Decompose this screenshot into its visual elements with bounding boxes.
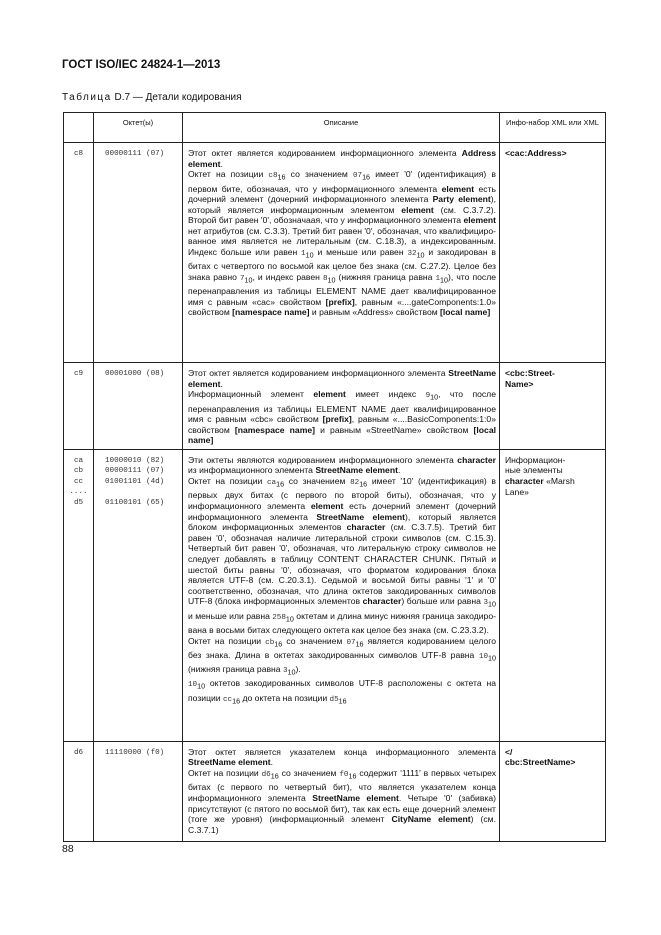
octet-value: 01100101 (65) [105, 498, 165, 507]
col-header-infoset: Инфо-набор XML или XML [500, 113, 606, 143]
table-header-row [64, 113, 606, 143]
infoset-line: character «Marsh [505, 476, 575, 487]
description-paragraph: Этот октет является кодированием информационного элемента StreetName element. [188, 368, 496, 389]
hex-position: d5 [73, 498, 84, 507]
infoset-line: </ [505, 746, 513, 757]
col-header-octets: Октет(ы) [94, 113, 183, 143]
hex-position: c9 [73, 370, 84, 378]
description-cell [183, 449, 500, 741]
table-caption [62, 92, 242, 103]
document-header: ГОСТ ISO/IEC 24824-1—2013 [62, 59, 221, 71]
page-number: 88 [62, 843, 74, 855]
description-paragraph: Эти октеты являются кодированием информационного элемента character из информационного элемента StreetName element. [188, 454, 496, 476]
description-paragraph: Октет на позиции $c8_{16}$ со значением $07_{16}$ имеет '0' (идентификация) в первом бите, обозначая, что у информационного элемента element есть дочерний элемент (дочерний информационного элемента Party element), который является информационным элементом element (см. С.3.7.2). Второй бит равен '0', обозначаая, что у информационного элемента element нет атрибутов (см. С.3.3). Третий бит равен '0', обозначая, что квалифицированное имя является не литеральным (см. С.18.3), а индексированным. Индекс больше или равен $1_{10}$ и меньше или равен $32_{10}$ и закодирован в битах с четвертого по восьмой как целое без знака (см. С.27.2). Целое без знака равно $7_{10}$, и индекс равен $8_{10}$ (нижняя граница равна $1_{10}$), что после перенаправления из таблицы ELEMENT NAME дает квалифицированное имя с равным «cac» свойством [prefix], равным «....gateComponents:1.0» свойством [namespace name] и равным «Address» свойством [local name] [188, 169, 496, 318]
table-row [64, 449, 606, 741]
octet-value: 01001101 (4d) [105, 477, 165, 486]
hex-position-cell [64, 363, 94, 450]
col-header-description: Описание [183, 113, 500, 143]
table-row [64, 741, 606, 841]
infoset-line: <cac:Address> [505, 148, 567, 158]
description-paragraph: Октет на позиции $ca_{16}$ со значением $82_{16}$ имеет '10' (идентификация) в первых двух битах (с первого по второй биты), обозначая, что у информационного элемента element есть дочерний элемент (дочерний информационного элемента StreetName element), который является блоком информационных элементов character (см. С.3.7.5). Третий бит равен '0', обозначая наличие литеральной строки символов (см. С.15.3). Четвертый бит равен '0', обозначая, что литеральную строку символов не следует добавлять в таблицу CONTENT CHARACTER CHUNK. Пятый и шестой биты равны '0', обозначая, что форматом кодирования блока является UTF-8 (см. С.20.3.1). Седьмой и восьмой биты равны '1' и '0' соответственно, обозначая, что длина октетов закодированных символов UTF-8 (блока информационных элементов character) больше или равна $3_{10}$ и меньше или равна $258_{10}$ октетам и длина минус нижняя граница закодирована в восьми битах следующего октета как целое без знака (см. С.23.3.2). [188, 476, 496, 635]
infoset-cell [500, 449, 606, 741]
hex-position-cell [64, 449, 94, 741]
table-body [64, 143, 606, 842]
hex-position: cb [73, 467, 84, 476]
infoset-line: <cbc:Street- [505, 368, 555, 378]
table-caption-title: D.7 — Детали кодирования [114, 92, 242, 103]
octet-value: 00000111 (07) [105, 467, 165, 476]
infoset-line: ные элементы [505, 465, 563, 476]
description-cell [183, 363, 500, 450]
infoset-cell [500, 363, 606, 450]
table-row [64, 143, 606, 363]
description-paragraph: Октет на позиции $d6_{16}$ со значением $f0_{16}$ содержит '1111' в первых четырех битах (с первого по четвертый бит), что является указателем конца информационного элемента StreetName element. Четыре '0' (забивка) присутствуют (с пятого по восьмой бит), так как есть еще дочерний элемент (тоге же уровня) (информационный элемент CityName element) (см. С.3.7.1) [188, 768, 496, 835]
octets-cell [94, 449, 183, 741]
hex-position: d6 [73, 748, 84, 757]
infoset-line: Lane» [505, 486, 529, 497]
octets-cell [94, 741, 183, 841]
table-caption-label: Таблица [62, 92, 112, 103]
description-paragraph: Этот октет является указателем конца информационного элемента StreetName element. [188, 746, 496, 768]
description-paragraph: Этот октет является кодированием информационного элемента Address element. [188, 148, 496, 169]
octets-cell [94, 363, 183, 450]
octet-value: 00001000 (08) [105, 370, 165, 378]
hex-position: .... [69, 488, 88, 497]
octet-value [105, 487, 182, 497]
infoset-cell [500, 143, 606, 363]
hex-position: ca [73, 456, 84, 465]
description-paragraph: Информационный элемент element имеет индекс $9_{10}$, что после перенаправления из таблицы ELEMENT NAME дает квалифицированное имя с равным «cbc» свойством [prefix], равным «....BasicComponents:1:0» свойством [namespace name] и равным «StreetName» свойством [local name] [188, 389, 496, 446]
infoset-line: Информацион- [505, 454, 566, 465]
hex-position-cell [64, 143, 94, 363]
table-row [64, 363, 606, 450]
hex-position-cell [64, 741, 94, 841]
octet-value: 10000010 (82) [105, 456, 165, 465]
description-paragraph: Октет на позиции $cb_{16}$ со значением $07_{16}$ является кодированием целого без знака. Длина в октетах закодированных символов UTF-8 равна $10_{10}$ (нижняя граница равна $3_{10}$). [188, 635, 496, 677]
octet-value: 11110000 (f0) [105, 748, 165, 757]
hex-position: cc [73, 477, 84, 486]
hex-position: c8 [73, 150, 84, 158]
encoding-table [63, 112, 606, 842]
description-cell [183, 741, 500, 841]
col-header-hex [64, 113, 94, 143]
infoset-line: cbc:StreetName> [505, 757, 576, 768]
octet-value: 00000111 (07) [105, 150, 165, 158]
infoset-line: Name> [505, 378, 534, 389]
description-paragraph: $10_{10}$ октетов закодированных символов UTF-8 расположены с октета на позиции $cc_{16}$ до октета на позиции $d5_{16}$ [188, 678, 496, 706]
description-cell [183, 143, 500, 363]
infoset-cell [500, 741, 606, 841]
octets-cell [94, 143, 183, 363]
